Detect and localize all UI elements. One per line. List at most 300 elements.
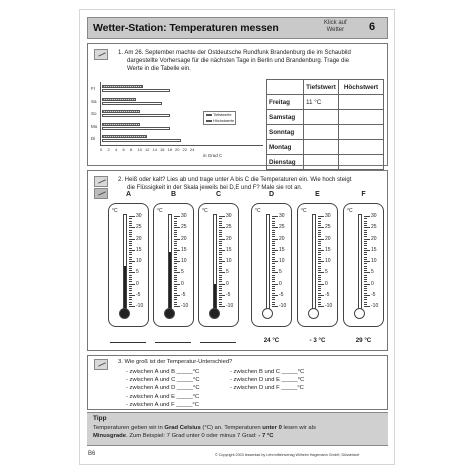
scale-label: 15 [279,246,285,253]
scale-label: 0 [325,280,328,287]
scale-tick [174,275,177,276]
scale-tick [364,293,367,294]
thermometer-bulb [119,308,130,319]
scale-label: 25 [226,224,232,231]
scale-tick [174,241,177,242]
scale-tick [318,239,324,240]
scale-tick [318,293,321,294]
scale-tick [174,259,177,260]
scale-tick [318,302,321,303]
scale-tick [174,221,177,222]
scale-tick [318,266,321,267]
scale-tick [219,221,222,222]
scale-label: 30 [226,213,232,219]
x-tick-label: 6 [122,147,125,152]
scale-tick [129,245,132,246]
thermometer-letter: D [268,191,275,198]
scale-tick [129,257,132,258]
scale-label: 10 [226,258,232,264]
scale-label: -5 [325,291,330,298]
thermometer-tube [168,214,172,310]
scale-tick [174,225,177,226]
scale-tick [174,243,177,244]
scale-tick [272,257,275,258]
legend-swatch-high [206,120,212,122]
scale-tick [129,259,132,260]
scale-tick [219,304,222,305]
thermometer-letter: E [315,191,320,198]
scale-tick [364,304,367,305]
scale-tick [272,223,275,224]
scale-tick [129,234,132,235]
scale-label: 10 [279,258,285,264]
task1-box [87,43,388,166]
table-header-row: Tiefstwert Höchstwert [267,80,384,95]
scale-tick [219,245,222,246]
scale-tick [364,230,367,231]
scale-tick [364,221,367,222]
scale-label: 15 [136,246,142,253]
x-tick-label: 24 [190,147,195,152]
scale-tick [364,268,367,269]
scale-tick [174,290,177,291]
low-temp-bar [102,135,147,138]
thermometer-tube [266,214,270,310]
scale-label: -5 [226,291,231,298]
scale-tick [318,279,321,280]
x-tick-label: 20 [175,147,180,152]
scale-tick [318,304,321,305]
scale-tick [364,236,367,237]
scale-tick [219,277,222,278]
scale-tick [272,266,275,267]
scale-unit: °C [157,208,163,214]
x-tick-label: 10 [137,147,142,152]
answer-blank[interactable] [110,342,146,343]
scale-tick [272,254,275,255]
scale-tick [129,295,135,296]
scale-tick [318,259,321,260]
low-temp-bar [102,123,140,126]
scale-tick [219,243,222,244]
scale-unit: °C [301,208,307,214]
scale-tick [129,286,132,287]
scale-label: 15 [325,246,331,253]
scale-tick [272,306,278,307]
scale-tick [174,297,177,298]
thermometer-tube [312,214,316,310]
scale-tick [364,261,370,262]
high-temp-bar [102,139,181,142]
scale-tick [272,270,275,271]
scale-tick [219,250,225,251]
scale-tick [364,281,367,282]
scale-tick [272,241,275,242]
scale-tick [219,257,222,258]
scale-tick [174,299,177,300]
scale-tick [219,306,225,307]
scale-label: 0 [181,280,184,287]
scale-tick [129,243,132,244]
scale-label: -5 [181,291,186,298]
scale-tick [364,297,367,298]
scale-tick [272,227,278,228]
scale-tick [174,232,177,233]
scale-tick [272,243,275,244]
scale-tick [318,241,321,242]
x-tick-label: 16 [160,147,165,152]
x-tick-label: 18 [167,147,172,152]
thermometer-b [153,203,194,327]
thermometer-bulb [164,308,175,319]
scale-label: 10 [136,258,142,264]
header-hint: Klick auf Wetter [324,20,347,33]
task3-question: 3. Wie groß ist der Temperatur-Unterschied? [118,359,233,365]
thermometer-bulb [262,308,273,319]
scale-tick [219,259,222,260]
x-tick-label: 12 [145,147,150,152]
scale-label: 5 [181,269,184,276]
worksheet-number: 6 [369,21,376,33]
scale-tick [364,272,370,273]
scale-tick [174,284,180,285]
scale-tick [272,297,275,298]
scale-tick [219,288,222,289]
scale-label: 30 [371,213,377,219]
scale-label: 30 [136,213,142,219]
page-number: B6 [88,451,96,457]
scale-tick [174,257,177,258]
table-row: Dienstag [267,155,384,170]
worksheet-page [79,9,395,465]
table-row: Montag [267,140,384,155]
scale-tick [174,252,177,253]
thermometer-e [297,203,338,327]
scale-tick [272,248,275,249]
scale-tick [318,306,324,307]
scale-label: 20 [279,235,285,242]
scale-tick [219,295,225,296]
task3-left-list: - zwischen A und B _____°C - zwischen A und C _____°C - zwischen A und D _____°C - zwischen A und E _____°C - zwischen A und F _____°C [126,369,200,408]
scale-label: -5 [279,291,284,298]
scale-label: 5 [325,269,328,276]
scale-tick [318,257,321,258]
scale-tick [318,299,321,300]
scale-tick [174,261,180,262]
scale-tick [318,270,321,271]
scale-tick [364,270,367,271]
scale-label: 5 [371,269,374,276]
thermometer-c [198,203,239,327]
scale-tick [272,279,275,280]
scale-tick [364,243,367,244]
scale-tick [129,230,132,231]
scale-tick [364,259,367,260]
scale-tick [318,223,321,224]
scale-label: 15 [371,246,377,253]
scale-unit: °C [347,208,353,214]
scale-label: 0 [136,280,139,287]
scale-tick [219,290,222,291]
thermometer-tube [358,214,362,310]
scale-unit: °C [112,208,118,214]
worksheet-header [87,17,388,39]
copyright-text: © Copyright 2003 lessenlad by Lehrmitteinverlag Wilhelm Hagemann GmbH, Düsseldorf [215,453,360,457]
forecast-bar-chart [91,82,263,158]
scale-tick [174,266,177,267]
high-temp-bar [102,102,162,105]
scale-tick [129,239,135,240]
scale-label: 5 [226,269,229,276]
scale-label: 25 [181,224,187,231]
scale-tick [272,259,275,260]
scale-tick [364,263,367,264]
scale-tick [129,299,132,300]
scale-tick [272,268,275,269]
x-tick-label: 14 [152,147,157,152]
scale-tick [272,299,275,300]
scale-tick [174,293,177,294]
scale-tick [364,250,370,251]
scale-tick [364,254,367,255]
scale-label: 15 [226,246,232,253]
scale-tick [174,306,180,307]
y-tick-label: Sa [91,98,97,104]
scale-tick [129,290,132,291]
scale-label: 0 [371,280,374,287]
scale-tick [272,230,275,231]
scale-label: -10 [136,303,144,309]
scale-label: -10 [226,303,234,309]
scale-tick [174,234,177,235]
scale-label: 20 [226,235,232,242]
scale-tick [219,232,222,233]
scale-label: 0 [279,280,282,287]
scale-tick [272,281,275,282]
scale-tick [272,288,275,289]
scale-tick [129,306,135,307]
scale-tick [219,263,222,264]
tip-box [87,412,388,446]
scale-tick [272,272,278,273]
scale-tick [129,261,135,262]
x-tick-label: 0 [100,147,103,152]
scale-tick [364,248,367,249]
scale-tick [219,225,222,226]
pencil-icon [94,176,108,187]
thermometer-tube [213,214,217,310]
scale-tick [364,239,370,240]
scale-tick [318,277,321,278]
scale-tick [318,284,324,285]
scale-tick [129,279,132,280]
scale-label: 15 [181,246,187,253]
scale-tick [174,286,177,287]
scale-tick [272,234,275,235]
scale-label: -10 [371,303,379,309]
scale-tick [318,234,321,235]
scale-tick [219,248,222,249]
scale-tick [318,225,321,226]
table-row: Freitag 11 °C [267,95,384,110]
scale-tick [272,263,275,264]
scale-label: -10 [181,303,189,309]
tip-title: Tipp [93,415,107,422]
liquid-column [124,266,126,311]
table-row: Sonntag [267,125,384,140]
scale-tick [174,295,180,296]
scale-label: 30 [325,213,331,219]
scale-tick [318,297,321,298]
scale-tick [129,250,135,251]
scale-tick [174,304,177,305]
scale-tick [219,279,222,280]
scale-tick [129,254,132,255]
scale-tick [318,252,321,253]
scale-tick [219,266,222,267]
task3-box [87,355,388,410]
scale-tick [174,302,177,303]
scale-tick [318,295,324,296]
thermometer-d [251,203,292,327]
scale-tick [129,241,132,242]
scale-tick [129,277,132,278]
scale-tick [318,218,321,219]
thermometer-letter: F [361,191,366,198]
scale-tick [174,227,180,228]
scale-tick [129,218,132,219]
low-temp-bar [102,98,136,101]
scale-tick [129,275,132,276]
scale-tick [219,299,222,300]
y-tick-label: Mo [91,123,98,129]
scale-tick [272,221,275,222]
scale-tick [272,261,278,262]
scale-tick [129,248,132,249]
scale-tick [129,236,132,237]
scale-tick [364,299,367,300]
answer-blank[interactable] [200,342,236,343]
scale-label: 10 [181,258,187,264]
thermometer-f [343,203,384,327]
page-title: Wetter-Station: Temperaturen messen [93,22,279,34]
scale-unit: °C [202,208,208,214]
scale-tick [129,304,132,305]
scale-tick [272,236,275,237]
scale-tick [129,263,132,264]
scale-tick [272,302,275,303]
scale-tick [364,227,370,228]
temperature-table [266,79,384,170]
scale-tick [219,261,225,262]
scale-tick [318,232,321,233]
scale-tick [318,245,321,246]
scale-label: -10 [325,303,333,309]
scale-tick [318,268,321,269]
scale-tick [174,248,177,249]
scale-label: 20 [371,235,377,242]
chart-legend: Tiefstwerte Höchstwerte [203,111,236,125]
scale-tick [272,239,278,240]
scale-tick [129,284,135,285]
scale-tick [129,281,132,282]
y-tick-label: Fr [91,86,96,91]
scale-tick [364,241,367,242]
scale-tick [174,268,177,269]
given-temperature: - 3 °C [309,337,326,344]
scale-tick [272,277,275,278]
x-tick-label: 22 [182,147,187,152]
scale-tick [272,293,275,294]
legend-swatch-low [206,114,212,116]
scale-tick [272,218,275,219]
scale-tick [364,266,367,267]
scale-tick [318,230,321,231]
scale-tick [174,230,177,231]
given-temperature: 24 °C [263,337,280,344]
scale-tick [174,281,177,282]
scale-tick [219,227,225,228]
scale-tick [364,290,367,291]
thermometer-bulb [354,308,365,319]
scale-tick [219,230,222,231]
scale-tick [364,288,367,289]
scale-label: -5 [371,291,376,298]
scale-tick [219,241,222,242]
table-row: Samstag [267,110,384,125]
scale-tick [364,216,370,217]
scale-tick [129,225,132,226]
pencil-icon [94,49,108,60]
scale-tick [174,272,180,273]
scale-tick [219,216,225,217]
thermometer-a [108,203,149,327]
scale-tick [318,227,324,228]
scale-label: 10 [325,258,331,264]
scale-tick [219,252,222,253]
scale-tick [364,218,367,219]
scale-label: 20 [136,235,142,242]
scale-label: 30 [181,213,187,219]
scale-tick [318,261,324,262]
scale-tick [129,223,132,224]
scale-tick [219,293,222,294]
scale-tick [318,254,321,255]
scale-label: -10 [279,303,287,309]
scale-tick [318,288,321,289]
scale-label: 10 [371,258,377,264]
scale-tick [219,234,222,235]
y-tick-label: So [91,111,97,116]
low-temp-bar [102,85,143,88]
scale-label: 30 [279,213,285,219]
scale-tick [219,286,222,287]
scale-tick [174,277,177,278]
given-temperature: 29 °C [355,337,372,344]
tip-text: Temperaturen geben wir in Grad Celsius (°C) an. Temperaturen unter 0 lesen wir als Minusgrade. Zum Beispiel: 7 Grad unter 0 oder minus 7 Grad: - 7 °C [93,425,316,439]
answer-blank[interactable] [155,342,191,343]
scale-tick [219,254,222,255]
scale-tick [272,225,275,226]
scale-tick [272,252,275,253]
task3-right-list: - zwischen B und C _____°C - zwischen D und E _____°C - zwischen D und F _____°C [230,369,305,392]
scale-tick [174,254,177,255]
scale-tick [318,272,324,273]
scale-label: -5 [136,291,141,298]
scale-tick [219,297,222,298]
low-temp-bar [102,110,140,113]
scale-tick [364,286,367,287]
